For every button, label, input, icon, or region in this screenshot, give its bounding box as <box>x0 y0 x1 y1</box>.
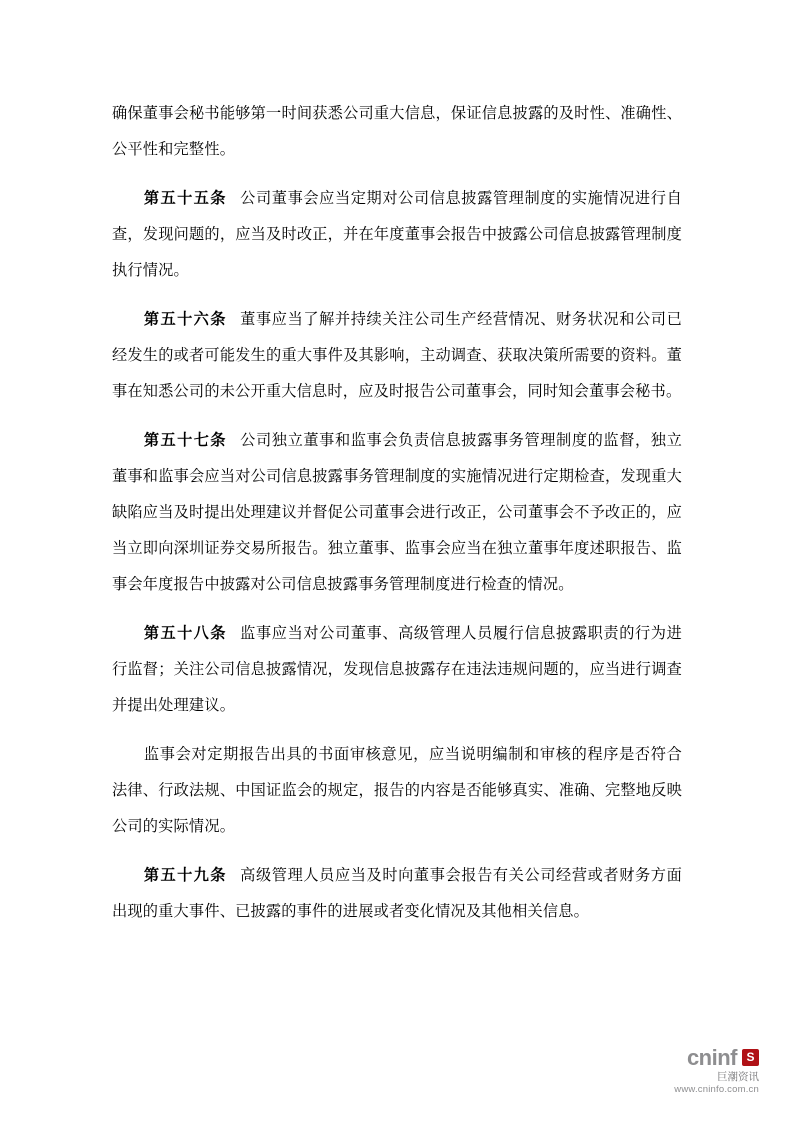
document-body <box>112 96 682 930</box>
paragraph-article-55 <box>112 181 682 289</box>
cninfo-logo <box>674 1045 759 1070</box>
cninfo-url: www.cninfo.com.cn <box>674 1084 759 1096</box>
paragraph-article-57 <box>112 423 682 603</box>
paragraph-continued <box>112 96 682 168</box>
paragraph-text: 监事应当对公司董事、高级管理人员履行信息披露职责的行为进行监督；关注公司信息披露情况，发现信息披露存在违法违规问题的，应当进行调查并提出处理建议。 <box>112 625 682 714</box>
article-number: 第五十五条 <box>143 190 227 207</box>
article-number: 第五十七条 <box>143 432 227 449</box>
paragraph-text: 确保董事会秘书能够第一时间获悉公司重大信息，保证信息披露的及时性、准确性、公平性和完整性。 <box>112 105 682 158</box>
paragraph-text: 监事会对定期报告出具的书面审核意见，应当说明编制和审核的程序是否符合法律、行政法规、中国证监会的规定，报告的内容是否能够真实、准确、完整地反映公司的实际情况。 <box>112 746 682 835</box>
paragraph-text: 高级管理人员应当及时向董事会报告有关公司经营或者财务方面出现的重大事件、已披露的事件的进展或者变化情况及其他相关信息。 <box>112 867 682 920</box>
footer-watermark <box>674 1045 759 1096</box>
paragraph-text: 董事应当了解并持续关注公司生产经营情况、财务状况和公司已经发生的或者可能发生的重大事件及其影响，主动调查、获取决策所需要的资料。董事在知悉公司的未公开重大信息时，应及时报告公司董事会，同时知会董事会秘书。 <box>112 311 682 400</box>
article-number: 第五十八条 <box>143 625 227 642</box>
paragraph-article-59 <box>112 858 682 930</box>
cninfo-logo-badge: S <box>742 1049 759 1066</box>
paragraph-supervisor-opinion <box>112 737 682 845</box>
paragraph-article-56 <box>112 302 682 410</box>
cninfo-logo-text: cninf <box>686 1044 737 1070</box>
article-number: 第五十九条 <box>143 867 227 884</box>
article-number: 第五十六条 <box>143 311 227 328</box>
paragraph-article-58 <box>112 616 682 724</box>
paragraph-text: 公司董事会应当定期对公司信息披露管理制度的实施情况进行自查，发现问题的，应当及时改正，并在年度董事会报告中披露公司信息披露管理制度执行情况。 <box>112 190 682 279</box>
paragraph-text: 公司独立董事和监事会负责信息披露事务管理制度的监督，独立董事和监事会应当对公司信息披露事务管理制度的实施情况进行定期检查，发现重大缺陷应当及时提出处理建议并督促公司董事会进行改正，公司董事会不予改正的，应当立即向深圳证券交易所报告。独立董事、监事会应当在独立董事年度述职报告、监事会年度报告中披露对公司信息披露事务管理制度进行检查的情况。 <box>112 432 682 593</box>
cninfo-logo-cn: 巨潮资讯 <box>717 1071 759 1084</box>
